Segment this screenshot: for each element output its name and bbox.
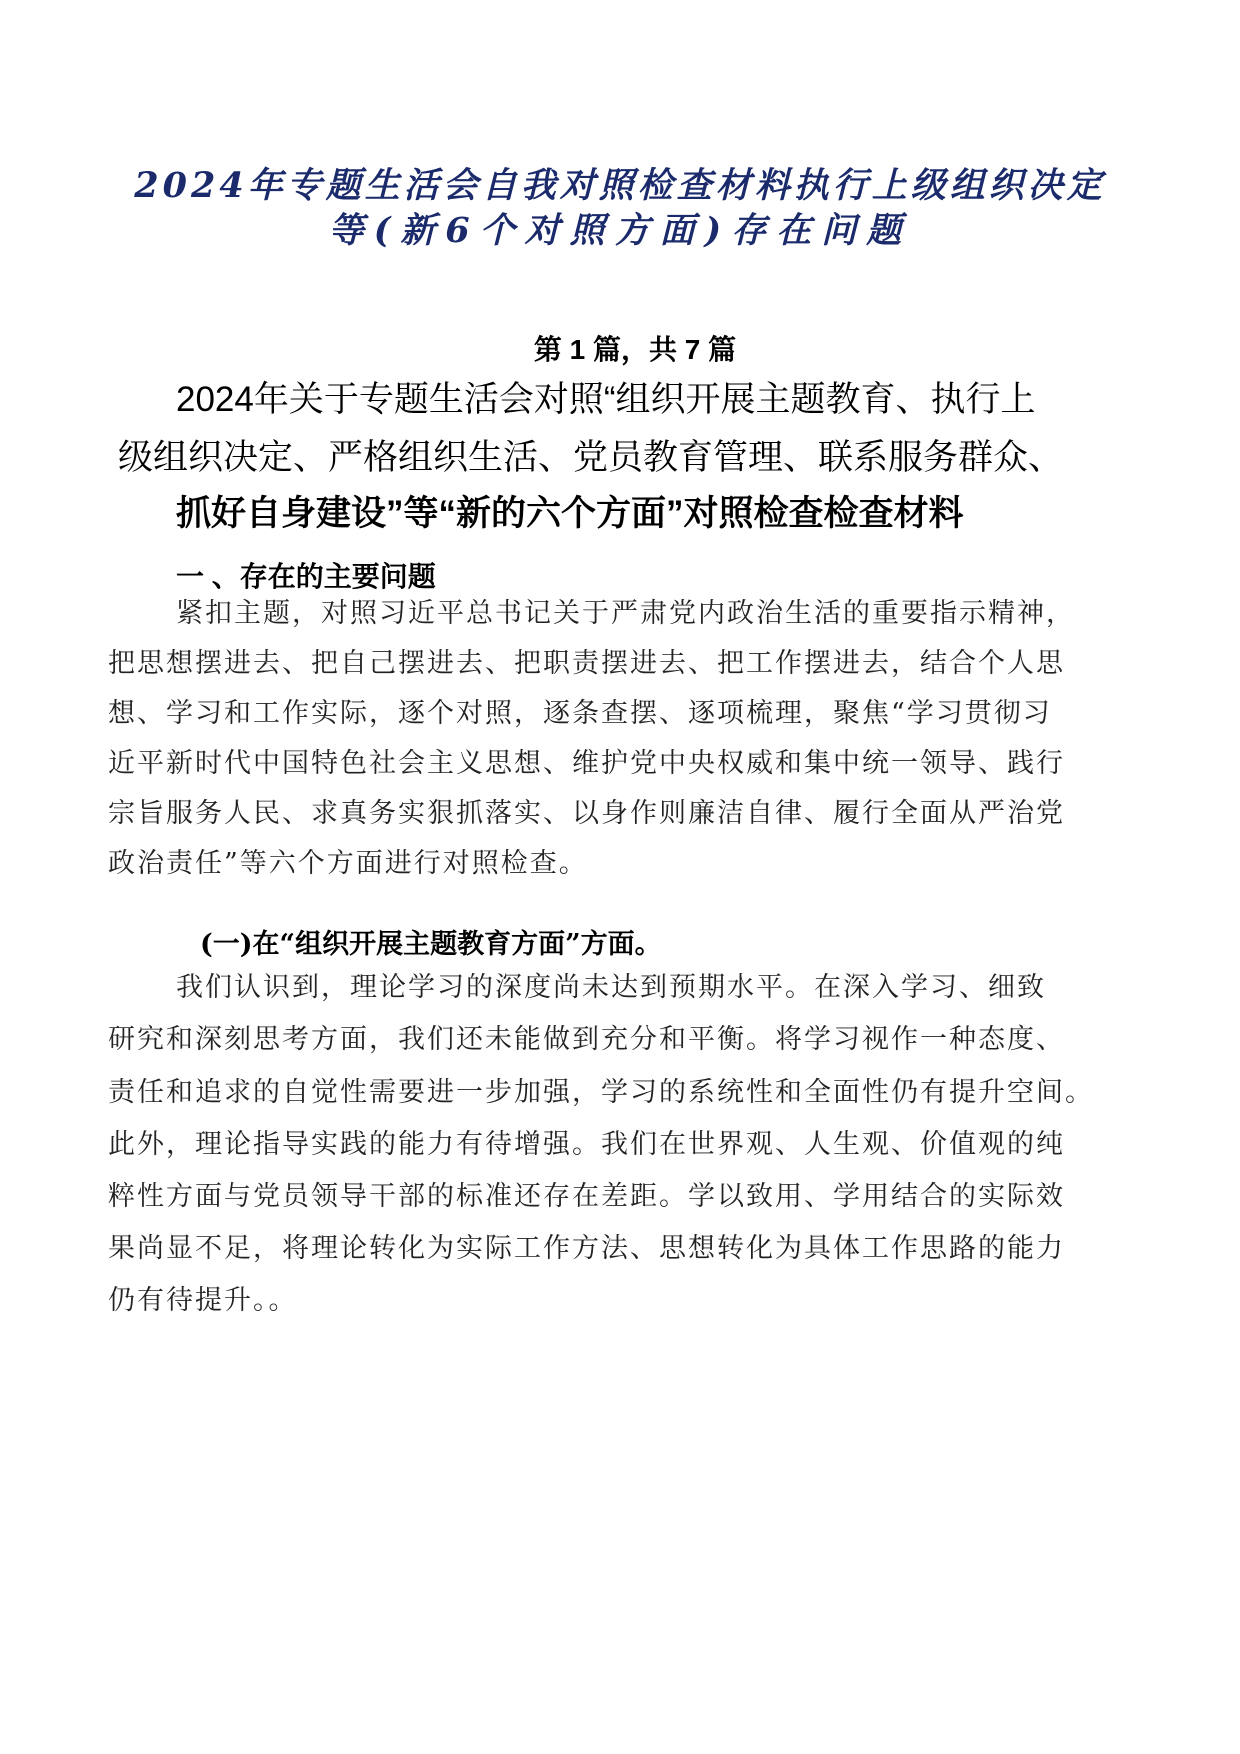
document-title-line-2: 等(新6个对照方面)存在问题: [328, 210, 912, 251]
section-heading: 一 、存在的主要问题: [176, 561, 436, 592]
paragraph-2-line-4: 此外，理论指导实践的能力有待增强。我们在世界观、人生观、价值观的纯: [108, 1129, 1065, 1160]
paragraph-1-line-4: 近平新时代中国特色社会主义思想、维护党中央权威和集中统一领导、践行: [108, 748, 1065, 779]
sub-heading: (一)在“组织开展主题教育方面”方面。: [200, 929, 662, 960]
subtitle-line-2: 级组织决定、严格组织生活、党员教育管理、联系服务群众、: [118, 438, 1064, 477]
paragraph-1-line-3: 想、学习和工作实际，逐个对照，逐条查摆、逐项梳理，聚焦“学习贯彻习: [108, 698, 1052, 729]
paragraph-2-line-2: 研究和深刻思考方面，我们还未能做到充分和平衡。将学习视作一种态度、: [108, 1024, 1065, 1055]
paragraph-1-line-6: 政治责任”等六个方面进行对照检查。: [108, 848, 588, 879]
paragraph-1-line-2: 把思想摆进去、把自己摆进去、把职责摆进去、把工作摆进去，结合个人思: [108, 648, 1065, 679]
paragraph-1-line-5: 宗旨服务人民、求真务实狠抓落实、以身作则廉洁自律、履行全面从严治党: [108, 798, 1065, 829]
paragraph-2-line-1: 我们认识到，理论学习的深度尚未达到预期水平。在深入学习、细致: [176, 972, 1046, 1003]
part-label: 第 1 篇，共 7 篇: [533, 334, 737, 365]
subtitle-line-3: 抓好自身建设”等“新的六个方面”对照检查检查材料: [176, 494, 964, 533]
paragraph-2-line-7: 仍有待提升。。: [108, 1285, 298, 1316]
paragraph-1-line-1: 紧扣主题，对照习近平总书记关于严肃党内政治生活的重要指示精神，: [176, 598, 1075, 629]
paragraph-2-line-6: 果尚显不足，将理论转化为实际工作方法、思想转化为具体工作思路的能力: [108, 1233, 1065, 1264]
document-title-line-1: 2024年专题生活会自我对照检查材料执行上级组织决定: [134, 165, 1106, 206]
paragraph-2-line-5: 粹性方面与党员领导干部的标准还存在差距。学以致用、学用结合的实际效: [108, 1181, 1065, 1212]
subtitle-line-1: 2024年关于专题生活会对照“组织开展主题教育、执行上: [176, 380, 1036, 419]
paragraph-2-line-3: 责任和追求的自觉性需要进一步加强，学习的系统性和全面性仍有提升空间。: [108, 1077, 1094, 1108]
